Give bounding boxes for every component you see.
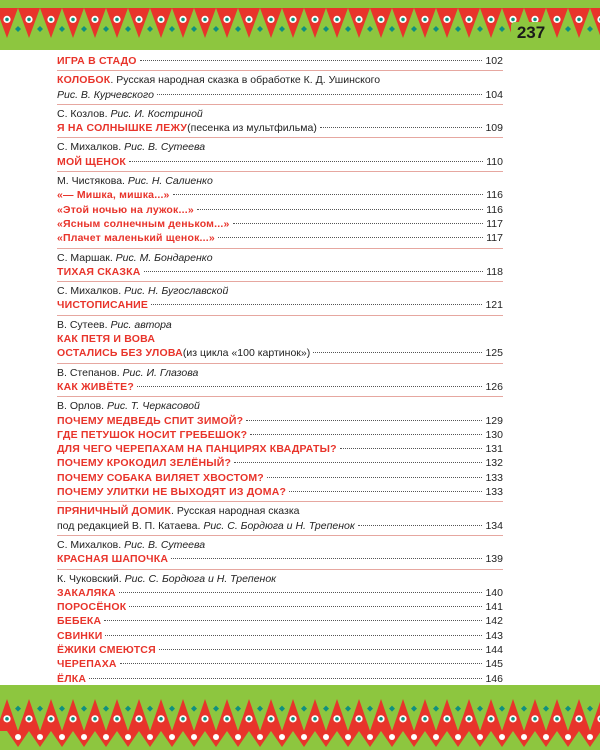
story-title: ПОЧЕМУ МЕДВЕДЬ СПИТ ЗИМОЙ? [57, 414, 244, 427]
toc-line [57, 519, 503, 533]
author-name: М. Чистякова. [57, 175, 125, 188]
page-ref: 145 [485, 658, 503, 671]
decorative-border-top [0, 0, 600, 50]
illustrator-credit: Рис. автора [110, 318, 172, 331]
ornament-dot-center [269, 717, 273, 721]
ornament-dot-center [93, 717, 97, 721]
page-ref: 126 [485, 380, 503, 393]
illustrator-credit: Рис. Т. Черкасовой [107, 400, 200, 413]
ornament-dot [521, 734, 527, 740]
page-ref: 104 [485, 88, 503, 101]
toc-line [57, 552, 503, 566]
ornament-dot [103, 734, 109, 740]
dot-leader [151, 304, 482, 305]
story-title: ПОЧЕМУ КРОКОДИЛ ЗЕЛЁНЫЙ? [57, 457, 232, 470]
page-ref: 133 [485, 471, 503, 484]
toc-entry [57, 138, 503, 172]
ornament-dot-center [401, 717, 405, 721]
toc-line [57, 672, 503, 686]
ornament-dot-center [159, 717, 163, 721]
story-title: «Ясным солнечным деньком...» [57, 217, 230, 230]
dot-leader [157, 94, 483, 95]
story-title: ПОРОСЁНОК [57, 601, 127, 614]
ornament-dot-center [577, 18, 581, 22]
toc-line [57, 643, 503, 657]
author-name: В. Сутеев. [57, 318, 108, 331]
page-number: 237 [511, 22, 551, 44]
dot-leader [197, 209, 483, 210]
dot-leader [246, 420, 482, 421]
ornament-dot [257, 734, 263, 740]
page-ref: 109 [485, 122, 503, 135]
title-note: . Русская народная сказка в обработке К. Д. Ушинского [110, 74, 381, 87]
ornament-dot [169, 734, 175, 740]
author-name: С. Козлов. [57, 107, 108, 120]
dot-leader [358, 525, 483, 526]
dot-leader [289, 491, 482, 492]
toc-line [57, 572, 503, 586]
table-of-contents [57, 52, 503, 689]
illustrator-credit: Рис. И. Костриной [110, 107, 203, 120]
toc-entry [57, 52, 503, 71]
story-title: ДЛЯ ЧЕГО ЧЕРЕПАХАМ НА ПАНЦИРЯХ КВАДРАТЫ? [57, 443, 337, 456]
page-ref: 130 [485, 428, 503, 441]
toc-entry [57, 71, 503, 105]
dot-leader [171, 558, 482, 559]
ornament-dot [81, 734, 87, 740]
dot-leader [320, 127, 483, 128]
page-ref: 140 [485, 586, 503, 599]
ornament-dot-center [555, 717, 559, 721]
toc-line [57, 428, 503, 442]
ornament-dot-center [357, 717, 361, 721]
ornament-dot [565, 734, 571, 740]
dot-leader [233, 223, 484, 224]
dot-leader [104, 620, 482, 621]
author-name: С. Михалков. [57, 285, 122, 298]
toc-line [57, 414, 503, 428]
toc-line [57, 485, 503, 499]
page-ref: 121 [485, 299, 503, 312]
story-title: КАК ПЕТЯ И ВОВА [57, 333, 156, 346]
toc-entry [57, 172, 503, 248]
page-ref: 143 [485, 629, 503, 642]
ornament-dot [477, 734, 483, 740]
page-ref: 116 [486, 189, 503, 202]
ornament-dot-center [555, 18, 559, 22]
ornament-dot-center [335, 18, 339, 22]
ornament-dot-center [313, 717, 317, 721]
dot-leader [120, 663, 483, 664]
story-title: ГДЕ ПЕТУШОК НОСИТ ГРЕБЕШОК? [57, 428, 248, 441]
story-title: МОЙ ЩЕНОК [57, 155, 127, 168]
story-title: Я НА СОЛНЫШКЕ ЛЕЖУ [57, 122, 188, 135]
ornament-dot-center [137, 18, 141, 22]
ornament-dot-center [379, 717, 383, 721]
ornament-dot [235, 734, 241, 740]
toc-entry [57, 502, 503, 536]
ornament-dot-center [291, 18, 295, 22]
ornament-dot [367, 734, 373, 740]
story-title: ИГРА В СТАДО [57, 55, 137, 67]
illustrator-credit: Рис. Н. Бугославской [124, 285, 229, 298]
ornament-dot-center [5, 18, 9, 22]
ornament-dot-center [247, 717, 251, 721]
toc-line [57, 399, 503, 413]
ornament-dot-center [313, 18, 317, 22]
ornament-dot-center [115, 717, 119, 721]
story-title: «— Мишка, мишка...» [57, 189, 170, 202]
ornament-dot-center [533, 717, 537, 721]
ornament-dot-center [445, 18, 449, 22]
ornament-dot [433, 734, 439, 740]
dot-leader [140, 60, 483, 61]
ornament-dot-center [423, 717, 427, 721]
illustrator-credit: Рис. В. Сутеева [124, 538, 206, 551]
ornament-dot-center [423, 18, 427, 22]
page-ref: 132 [485, 457, 503, 470]
dot-leader [340, 448, 483, 449]
editor-credit: под редакцией В. П. Катаева. [57, 519, 201, 532]
ornament-dot-center [181, 18, 185, 22]
toc-entry [57, 105, 503, 139]
dot-leader [129, 161, 483, 162]
ornament-dot-center [49, 18, 53, 22]
toc-line [57, 231, 503, 245]
story-title: КАК ЖИВЁТЕ? [57, 380, 134, 393]
ornament-dot-center [49, 717, 53, 721]
story-title: ЧЕРЕПАХА [57, 658, 117, 671]
page-ref: 144 [485, 643, 503, 656]
toc-line [57, 155, 503, 169]
story-title: «Этой ночью на лужок...» [57, 203, 194, 216]
ornament-dot-center [203, 18, 207, 22]
toc-line [57, 471, 503, 485]
story-title: КРАСНАЯ ШАПОЧКА [57, 553, 169, 566]
ornament-dot-center [269, 18, 273, 22]
toc-line [57, 456, 503, 470]
page-ref: 129 [485, 414, 503, 427]
ornament-dot [411, 734, 417, 740]
toc-line [57, 629, 503, 643]
ornament-dot-center [357, 18, 361, 22]
toc-line [57, 107, 503, 121]
story-title: ПОЧЕМУ СОБАКА ВИЛЯЕТ ХВОСТОМ? [57, 471, 264, 484]
ornament-dot [323, 734, 329, 740]
toc-line [57, 586, 503, 600]
ornament-dot [301, 734, 307, 740]
page-ref: 133 [485, 486, 503, 499]
ornament-dot-center [445, 717, 449, 721]
dot-leader [159, 649, 483, 650]
illustrator-credit: Рис. С. Бордюга и Н. Трепенок [124, 572, 277, 585]
toc-line [57, 346, 503, 360]
toc-line [57, 442, 503, 456]
ornament-dot [499, 734, 505, 740]
toc-line [57, 203, 503, 217]
ornament-dot-center [71, 717, 75, 721]
ornament-dot-center [71, 18, 75, 22]
toc-line [57, 54, 503, 68]
illustrator-credit: Рис. В. Курчевского [57, 88, 154, 101]
dot-leader [267, 477, 483, 478]
page-ref: 102 [485, 55, 503, 67]
ornament-dot [279, 734, 285, 740]
toc-entry [57, 364, 503, 398]
toc-line [57, 251, 503, 265]
ornament-dot [147, 734, 153, 740]
toc-entry [57, 570, 503, 689]
author-name: С. Михалков. [57, 141, 122, 154]
ornament-dot [345, 734, 351, 740]
toc-entry [57, 536, 503, 570]
illustrator-credit: Рис. В. Сутеева [124, 141, 206, 154]
illustrator-credit: Рис. Н. Салиенко [127, 175, 213, 188]
toc-line [57, 318, 503, 332]
page-ref: 141 [485, 601, 503, 614]
author-name: С. Михалков. [57, 538, 122, 551]
ornament-dot [213, 734, 219, 740]
author-name: В. Степанов. [57, 366, 120, 379]
toc-line [57, 284, 503, 298]
toc-line [57, 332, 503, 346]
story-title: ОСТАЛИСЬ БЕЗ УЛОВА [57, 347, 183, 360]
dot-leader [129, 606, 482, 607]
ornament-dot-center [401, 18, 405, 22]
author-name: К. Чуковский. [57, 572, 122, 585]
decorative-border-bottom [0, 685, 600, 750]
dot-leader [119, 592, 483, 593]
page-ref: 116 [486, 203, 503, 216]
story-title: СВИНКИ [57, 629, 103, 642]
toc-line [57, 538, 503, 552]
toc-line [57, 504, 503, 518]
page-ref: 131 [485, 443, 503, 456]
page-ref: 146 [485, 672, 503, 685]
page-ref: 125 [485, 347, 503, 360]
ornament-dot [59, 734, 65, 740]
story-title: ЗАКАЛЯКА [57, 586, 116, 599]
ornament-dot-center [225, 717, 229, 721]
story-title: БЕБЕКА [57, 615, 102, 628]
title-note: (песенка из мультфильма) [187, 122, 317, 135]
story-title: ЁЛКА [57, 672, 87, 685]
ornament-pattern-bottom [0, 685, 600, 750]
toc-entry [57, 397, 503, 502]
ornament-dot [543, 734, 549, 740]
dot-leader [234, 462, 482, 463]
ornament-dot-center [159, 18, 163, 22]
author-name: В. Орлов. [57, 400, 105, 413]
dot-leader [137, 386, 482, 387]
toc-line [57, 265, 503, 279]
story-title: «Плачет маленький щенок...» [57, 232, 215, 245]
ornament-dot-center [511, 717, 515, 721]
ornament-dot [15, 734, 21, 740]
ornament-dot-center [247, 18, 251, 22]
ornament-dot-center [93, 18, 97, 22]
ornament-dot-center [181, 717, 185, 721]
dot-leader [250, 434, 482, 435]
toc-line [57, 380, 503, 394]
ornament-dot-center [5, 717, 9, 721]
ornament-dot-center [115, 18, 119, 22]
ornament-dot [389, 734, 395, 740]
ornament-dot-center [27, 717, 31, 721]
dot-leader [218, 237, 483, 238]
ornament-dot-center [27, 18, 31, 22]
ornament-dot [37, 734, 43, 740]
dot-leader [173, 194, 484, 195]
ornament-dot-center [291, 717, 295, 721]
ornament-dot [125, 734, 131, 740]
author-name: С. Маршак. [57, 251, 113, 264]
page-ref: 110 [486, 155, 503, 168]
dot-leader [313, 352, 482, 353]
toc-line [57, 600, 503, 614]
toc-line [57, 366, 503, 380]
page-ref: 139 [485, 553, 503, 566]
ornament-dot-center [225, 18, 229, 22]
toc-line [57, 73, 503, 87]
dot-leader [89, 678, 482, 679]
ornament-dot [191, 734, 197, 740]
story-title: ПОЧЕМУ УЛИТКИ НЕ ВЫХОДЯТ ИЗ ДОМА? [57, 486, 287, 499]
story-title: ТИХАЯ СКАЗКА [57, 265, 141, 278]
ornament-pattern-top [0, 0, 600, 50]
ornament-dot-center [137, 717, 141, 721]
toc-line [57, 614, 503, 628]
toc-line [57, 174, 503, 188]
ornament-dot-center [379, 18, 383, 22]
dot-leader [105, 635, 482, 636]
story-title: КОЛОБОК [57, 74, 111, 87]
ornament-dot [587, 734, 593, 740]
toc-line [57, 121, 503, 135]
ornament-dot [455, 734, 461, 740]
ornament-dot-center [577, 717, 581, 721]
toc-line [57, 298, 503, 312]
ornament-dot-center [511, 18, 515, 22]
toc-entry [57, 282, 503, 316]
ornament-dot-center [533, 18, 537, 22]
page-ref: 117 [486, 232, 503, 245]
title-note: (из цикла «100 картинок») [182, 347, 311, 360]
toc-line [57, 188, 503, 202]
story-title: ЁЖИКИ СМЕЮТСЯ [57, 643, 156, 656]
ornament-dot-center [467, 18, 471, 22]
ornament-dot-center [489, 717, 493, 721]
toc-entry [57, 316, 503, 364]
toc-line [57, 657, 503, 671]
title-note: . Русская народная сказка [171, 505, 300, 518]
ornament-dot-center [335, 717, 339, 721]
illustrator-credit: Рис. М. Бондаренко [115, 251, 213, 264]
page-ref: 134 [485, 519, 503, 532]
story-title: ПРЯНИЧНЫЙ ДОМИК [57, 505, 172, 518]
ornament-dot-center [203, 717, 207, 721]
page-ref: 117 [486, 217, 503, 230]
page-ref: 142 [485, 615, 503, 628]
story-title: ЧИСТОПИСАНИЕ [57, 299, 149, 312]
page-ref: 118 [486, 265, 503, 278]
toc-entry [57, 249, 503, 283]
illustrator-credit: Рис. С. Бордюга и Н. Трепенок [203, 519, 355, 532]
toc-line [57, 217, 503, 231]
ornament-dot-center [467, 717, 471, 721]
toc-line [57, 140, 503, 154]
illustrator-credit: Рис. И. Глазова [122, 366, 199, 379]
ornament-dot-center [489, 18, 493, 22]
dot-leader [144, 271, 484, 272]
toc-line [57, 88, 503, 102]
